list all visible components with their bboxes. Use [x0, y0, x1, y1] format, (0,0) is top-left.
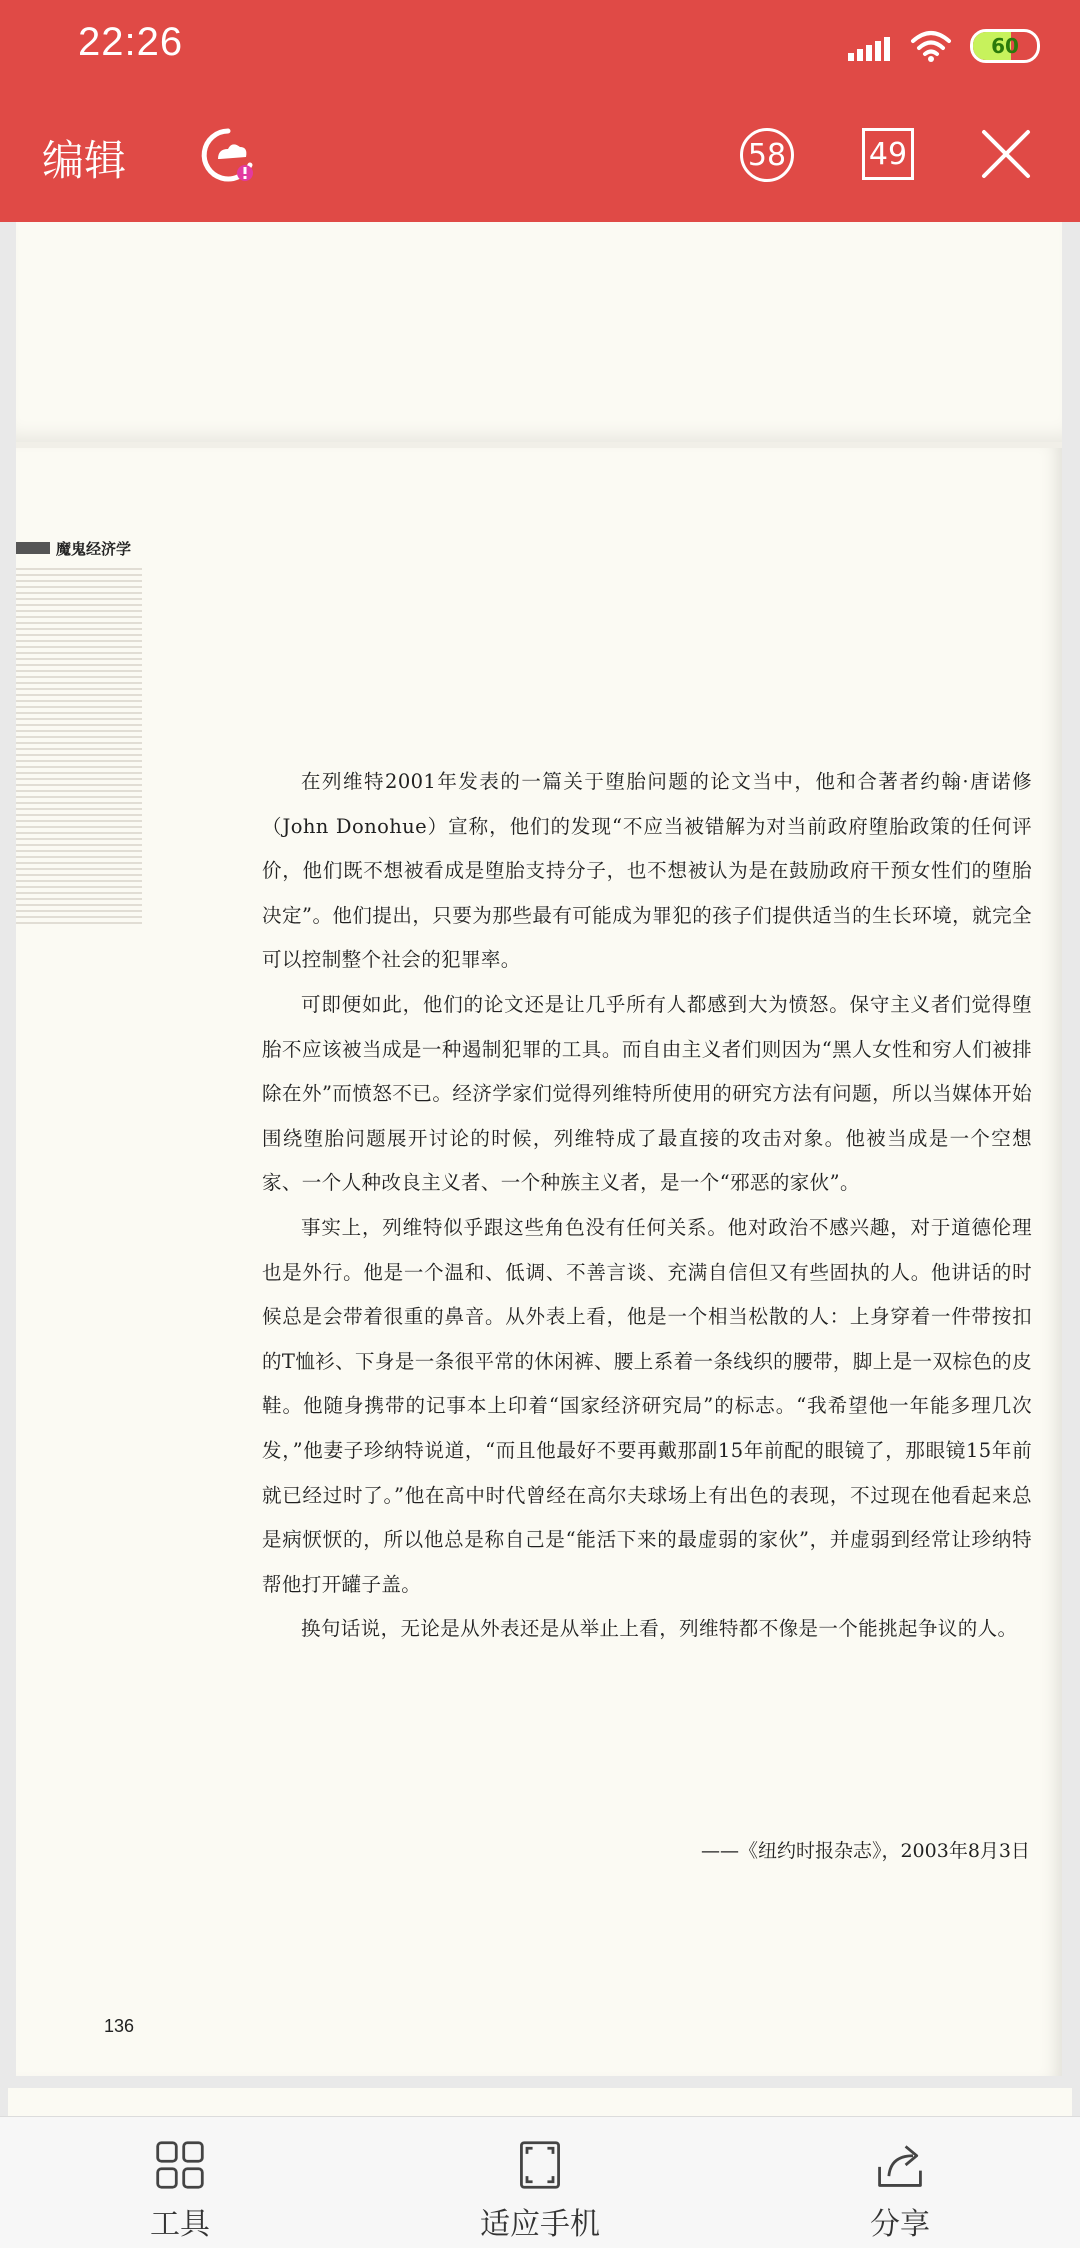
page-count-button[interactable]: 49	[862, 128, 914, 180]
book-title-text: 魔鬼经济学	[56, 539, 132, 558]
paragraph: 换句话说，无论是从外表还是从举止上看，列维特都不像是一个能挑起争议的人。	[301, 1617, 1018, 1641]
circle-count-button[interactable]: 58	[740, 128, 794, 182]
page-body-text	[262, 760, 1032, 1652]
status-icons	[848, 24, 1040, 68]
fit-screen-icon	[512, 2139, 568, 2191]
document-viewport[interactable]	[0, 222, 1080, 2116]
title-bar-decoration	[16, 542, 50, 554]
edit-button[interactable]: 编辑	[42, 136, 127, 185]
share-icon	[872, 2139, 928, 2191]
share-button[interactable]	[800, 2139, 1000, 2243]
next-page	[8, 2088, 1072, 2116]
margin-decoration	[16, 568, 142, 928]
share-label: 分享	[870, 2207, 930, 2242]
source-citation: ——《纽约时报杂志》，2003年8月3日	[700, 1840, 1030, 1862]
wifi-icon	[910, 29, 952, 63]
paragraph: 在列维特2001年发表的一篇关于堕胎问题的论文当中，他和合著者约翰·唐诺修（John Donohue）宣称，他们的发现“不应当被错解为对当前政府堕胎政策的任何评价，他们既不想被看成是堕胎支持分子，也不想被认为是在鼓励政府干预女性们的堕胎决定”。他们提出，只要为那些最有可能成为罪犯的孩子们提供适当的生长环境，就完全可以控制整个社会的犯罪率。	[262, 770, 1032, 972]
cloud-sync-icon[interactable]	[198, 125, 258, 185]
page-number: 136	[104, 2016, 135, 2036]
top-toolbar	[0, 0, 1080, 222]
paragraph: 事实上，列维特似乎跟这些角色没有任何关系。他对政治不感兴趣，对于道德伦理也是外行。他是一个温和、低调、不善言谈、充满自信但又有些固执的人。他讲话的时候总是会带着很重的鼻音。从外表上看，他是一个相当松散的人：上身穿着一件带按扣的T恤衫、下身是一条很平常的休闲裤、腰上系着一条线织的腰带，脚上是一双棕色的皮鞋。他随身携带的记事本上印着“国家经济研究局”的标志。“我希望他一年能多理几次发，”他妻子珍纳特说道，“而且他最好不要再戴那副15年前配的眼镜了，那眼镜15年前就已经过时了。”他在高中时代曾经在高尔夫球场上有出色的表现，不过现在他看起来总是病恹恹的，所以他总是称自己是“能活下来的最虚弱的家伙”，并虚弱到经常让珍纳特帮他打开罐子盖。	[262, 1215, 1032, 1596]
battery-icon	[970, 29, 1040, 63]
signal-icon	[848, 31, 892, 61]
grid-tools-icon	[152, 2139, 208, 2191]
document-page	[16, 448, 1062, 2076]
status-time: 22:26	[78, 20, 184, 64]
paragraph: 可即便如此，他们的论文还是让几乎所有人都感到大为愤怒。保守主义者们觉得堕胎不应该被当成是一种遏制犯罪的工具。而自由主义者们则因为“黑人女性和穷人们被排除在外”而愤怒不已。经济学家们觉得列维特所使用的研究方法有问题，所以当媒体开始围绕堕胎问题展开讨论的时候，列维特成了最直接的攻击对象。他被当成是一个空想家、一个人种改良主义者、一个种族主义者，是一个“邪恶的家伙”。	[262, 992, 1032, 1195]
battery-level: 60	[991, 34, 1019, 58]
tools-label: 工具	[150, 2207, 210, 2242]
bottom-toolbar	[0, 2116, 1080, 2248]
book-title	[16, 538, 131, 558]
close-icon[interactable]	[980, 128, 1032, 180]
fit-phone-button[interactable]	[440, 2139, 640, 2243]
tools-button[interactable]	[80, 2139, 280, 2243]
fit-phone-label: 适应手机	[480, 2207, 600, 2242]
previous-page	[16, 222, 1062, 450]
